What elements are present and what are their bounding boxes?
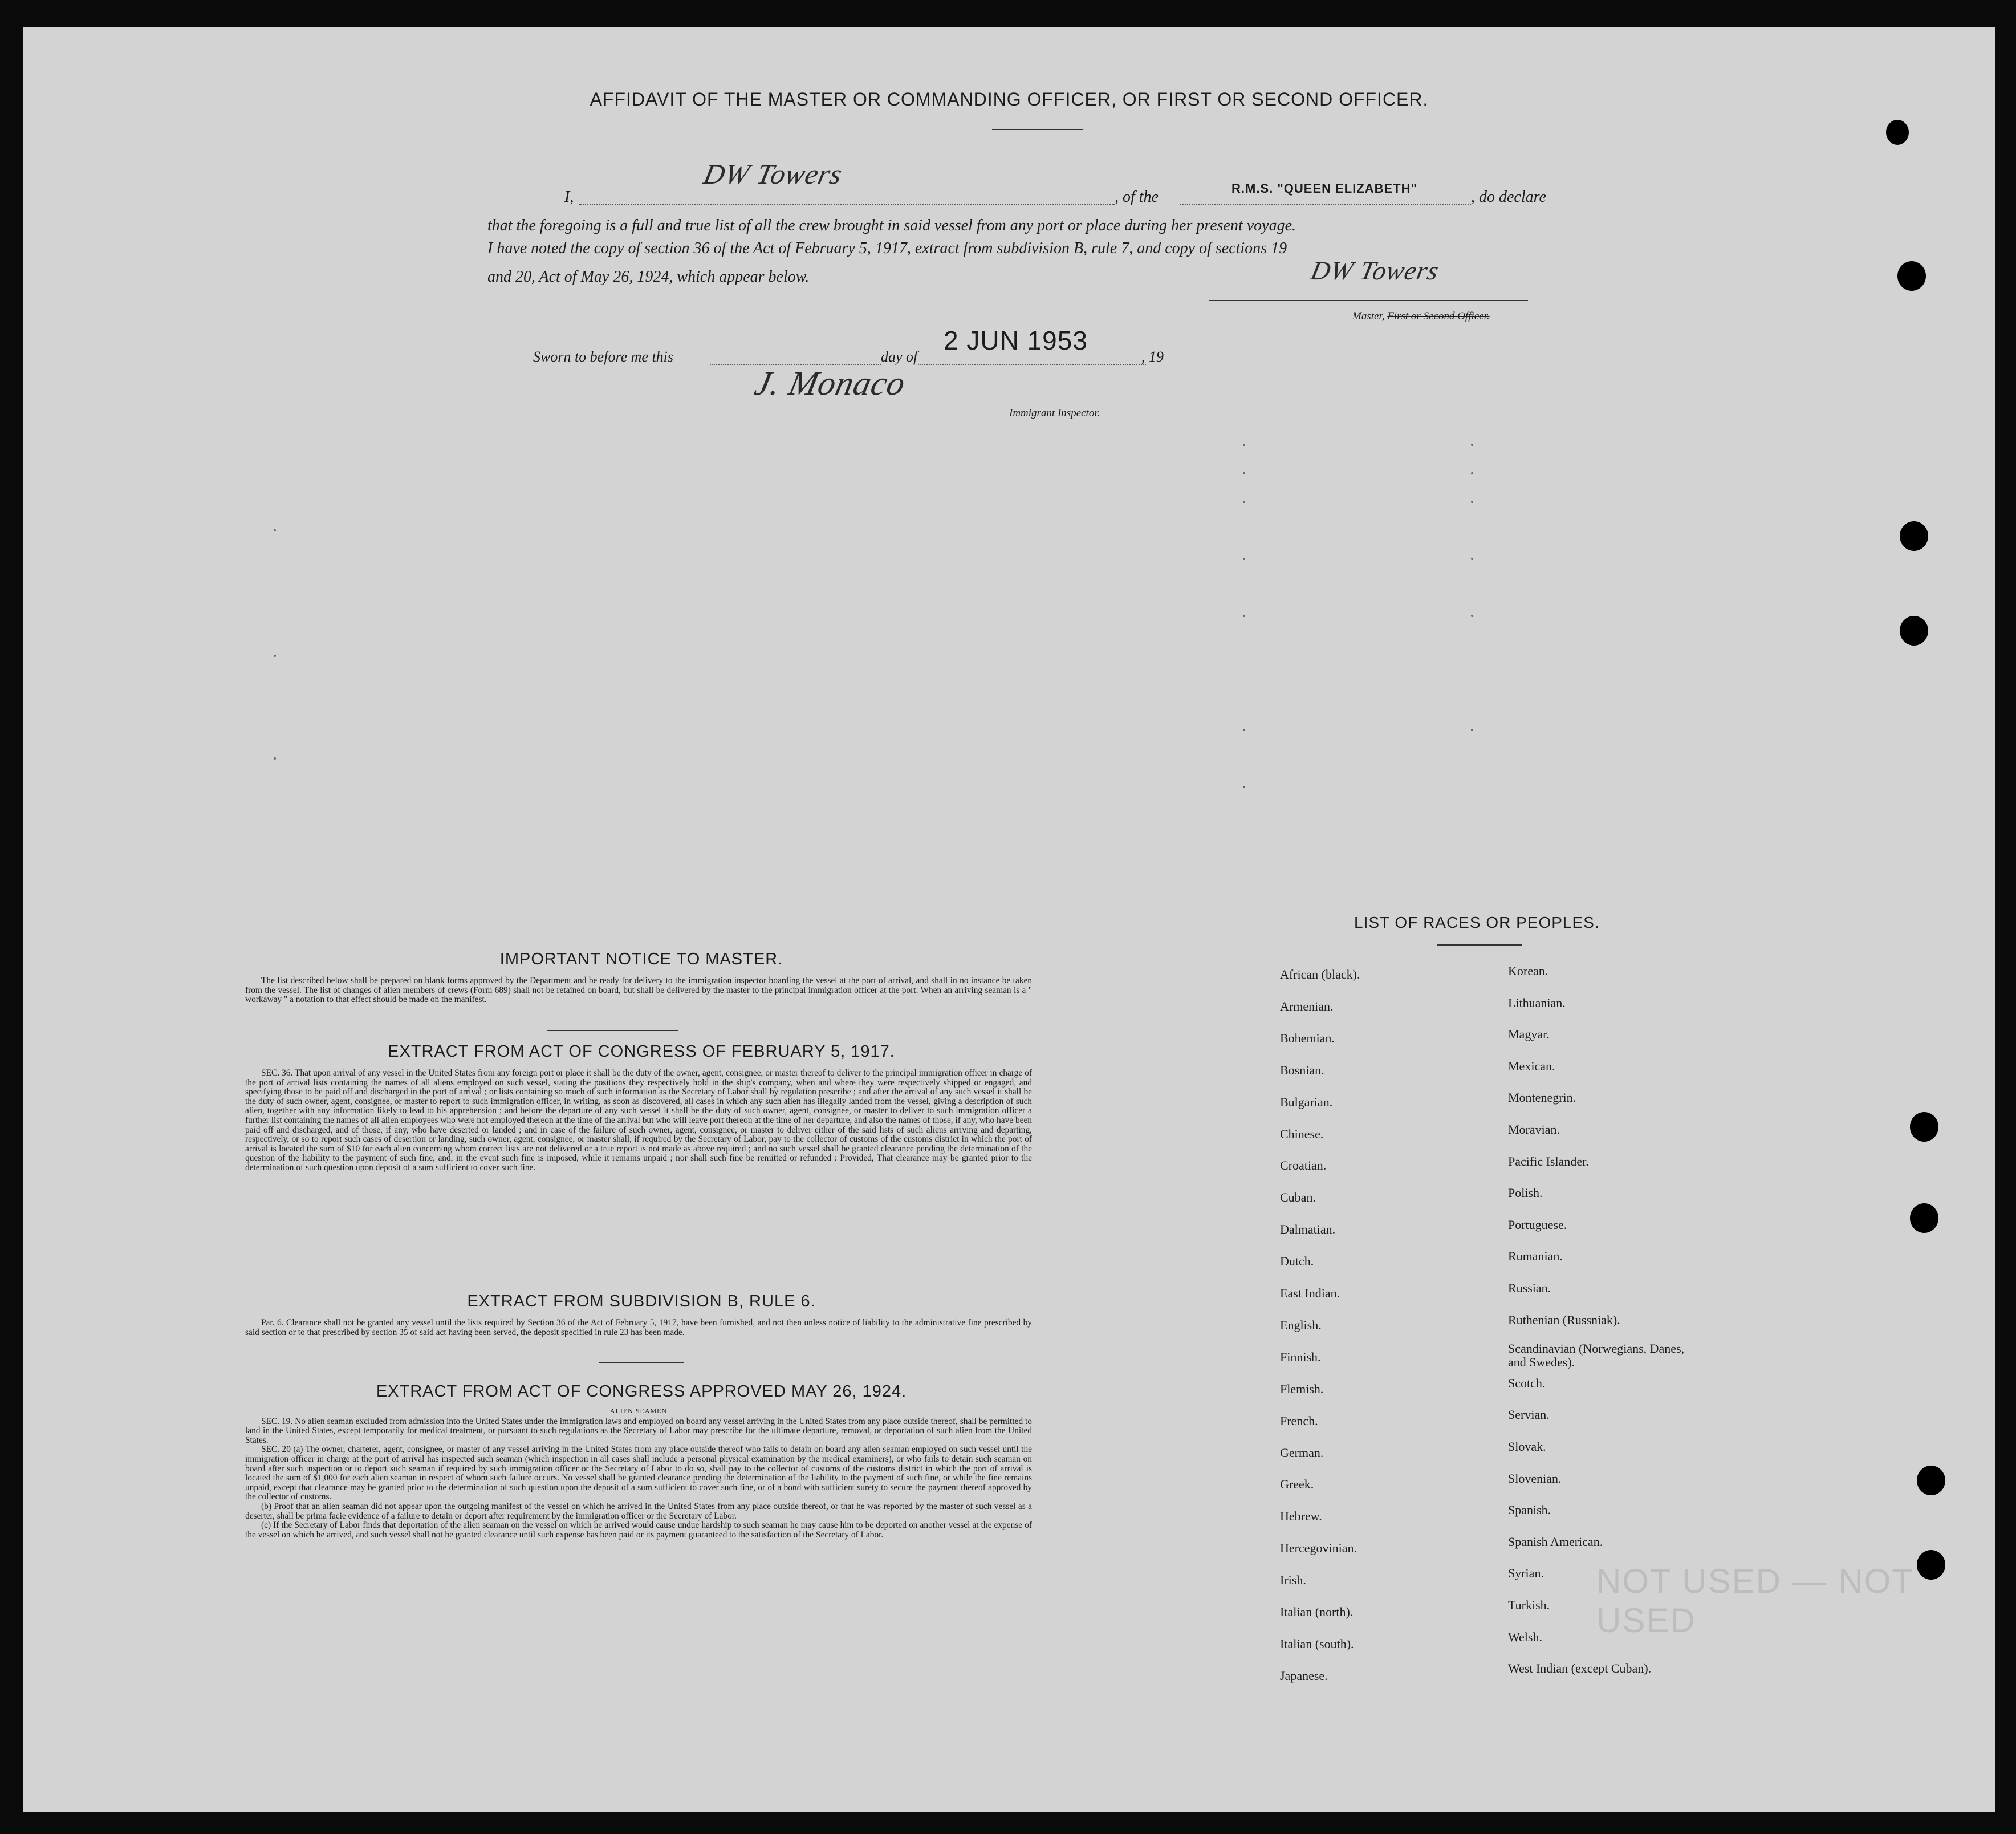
race-item: Hercegovinian. [1280, 1541, 1357, 1556]
race-item: Scotch. [1508, 1376, 1546, 1390]
punch-hole [1910, 1112, 1938, 1142]
race-item: Dalmatian. [1280, 1222, 1336, 1237]
punch-hole [1886, 120, 1909, 145]
show-through-text: NOT USED — NOT USED [1596, 1562, 1913, 1640]
margin-dot [1243, 472, 1245, 474]
notice-paragraph: The list described below shall be prepared on blank forms approved by the Department and be ready for delivery to the immigration inspector boarding the vessel at the port of arrival, and shall in no instance be taken from the vessel. The list of changes of alien members of crews (Form 689) shall not be retained on board, but shall be delivered by the master to the principal immigration officer at the port. When an arriving seaman is a " workaway " a notation to that effect should be made on the manifest. [245, 976, 1032, 1005]
month-fill-line [918, 364, 1146, 365]
notice-heading: IMPORTANT NOTICE TO MASTER. [499, 950, 783, 968]
race-item: Slovak. [1508, 1439, 1546, 1454]
sec20a-paragraph: SEC. 20 (a) The owner, charterer, agent, consignee, or master of any vessel arriving in the United States from any place outside thereof who fails to detain on board any alien seaman employed on such vessel until the immigration officer in charge at the port of arrival has inspected such seaman (which inspection in all cases shall include a personal physical examination by the medical examiners), or who fails to detain such seaman on board after such inspection or to deport such seaman if required by such immigration officer or the Secretary of Labor to do so, shall pay to the collector of customs of the customs district in which the port of arrival is located the sum of $1,000 for each alien seaman in respect of whom such failure occurs. No vessel shall be granted clearance pending the determination of the liability to the payment of such fine, or while the fine remains unpaid, except that clearance may be granted prior to the determination of such question upon the deposit of a sum sufficient to cover such fine, or of a bond with sufficient surety to secure the payment thereof approved by the collector of customs. [245, 1445, 1032, 1502]
race-item: Lithuanian. [1508, 995, 1566, 1010]
alien-seamen-subheading: ALIEN SEAMEN [609, 1407, 668, 1415]
margin-dot [1471, 472, 1473, 474]
sec20c-paragraph: (c) If the Secretary of Labor finds that deportation of the alien seaman on the vessel on which he arrived would cause undue hardship to such seaman he may cause him to be deported on another vessel at the expense of the vessel on which he arrived, and such vessel shall not be granted clearance until such expense has been paid or its payment guaranteed to the satisfaction of the Secretary of Labor. [245, 1520, 1032, 1540]
races-title: LIST OF RACES OR PEOPLES. [1354, 914, 1600, 931]
race-item: Moravian. [1508, 1122, 1560, 1137]
punch-hole [1897, 261, 1926, 291]
race-item: Mexican. [1508, 1058, 1555, 1073]
margin-dot [1243, 729, 1245, 731]
margin-dot [1243, 786, 1245, 788]
race-item: English. [1280, 1317, 1322, 1332]
race-item: Bohemian. [1280, 1030, 1335, 1045]
of-the-label: , of the [1115, 188, 1159, 206]
race-item: Armenian. [1280, 999, 1334, 1013]
inspector-label: Immigrant Inspector. [1009, 407, 1100, 419]
master-signature-2: DW Towers [1308, 256, 1442, 285]
affidavit-line-2: I have noted the copy of section 36 of the Act of February 5, 1917, extract from subdivision B, rule 7, and copy of sections 19 [487, 240, 1287, 257]
race-item: Turkish. [1508, 1598, 1550, 1612]
rule6-text [245, 1318, 1032, 1337]
do-declare-label: , do declare [1471, 188, 1546, 206]
race-item: Flemish. [1280, 1381, 1324, 1396]
margin-dot [1243, 615, 1245, 617]
race-item: Slovenian. [1508, 1471, 1562, 1486]
punch-hole [1900, 521, 1928, 551]
extract-1917-text [245, 1069, 1032, 1173]
punch-hole [1917, 1550, 1945, 1580]
race-item: Croatian. [1280, 1158, 1327, 1173]
race-item: Dutch. [1280, 1254, 1314, 1269]
punch-hole [1900, 616, 1928, 646]
rule6-paragraph: Par. 6. Clearance shall not be granted any vessel until the lists required by Section 36 of the Act of February 5, 1917, have been furnished, and not then unless notice of liability to the administrative fine prescribed by said section or to that prescribed by section 35 of said act having been served, the deposit specified in rule 23 has been made. [245, 1318, 1032, 1337]
extract-1917-heading: EXTRACT FROM ACT OF CONGRESS OF FEBRUARY 5, 1917. [388, 1042, 895, 1061]
section-divider [547, 1030, 678, 1031]
vessel-fill-line [1180, 204, 1471, 205]
master-label-text: Master, [1352, 310, 1385, 322]
race-item: Montenegrin. [1508, 1090, 1576, 1105]
title-divider [992, 129, 1083, 130]
race-item: West Indian (except Cuban). [1508, 1661, 1652, 1676]
race-item: Cuban. [1280, 1190, 1316, 1205]
name-fill-line [579, 204, 1115, 205]
race-item: Pacific Islander. [1508, 1154, 1589, 1168]
race-item: Bulgarian. [1280, 1094, 1333, 1109]
race-item: Magyar. [1508, 1027, 1550, 1042]
master-signature: DW Towers [701, 158, 846, 190]
margin-dot [1471, 501, 1473, 503]
margin-dot [1471, 558, 1473, 560]
notice-text [245, 976, 1032, 1005]
day-of-label: day of [881, 348, 918, 365]
race-item: Bosnian. [1280, 1062, 1324, 1077]
year-suffix: , 19 [1141, 348, 1164, 365]
sec20b-paragraph: (b) Proof that an alien seaman did not appear upon the outgoing manifest of the vessel on which he arrived in the United States from any place outside thereof, or that he was reported by the master of such vessel as a deserter, shall be prima facie evidence of a failure to detain or deport after requirement by the immigration officer or the Secretary of Labor. [245, 1501, 1032, 1521]
races-divider [1437, 944, 1522, 946]
race-item: Irish. [1280, 1573, 1306, 1588]
master-label [1352, 310, 1490, 323]
race-item: Scandinavian (Norwegians, Danes, and Swedes). [1508, 1341, 1685, 1370]
race-item: Rumanian. [1508, 1249, 1563, 1264]
document-page [23, 27, 1995, 1812]
race-item: Chinese. [1280, 1126, 1324, 1141]
race-item: Ruthenian (Russniak). [1508, 1312, 1620, 1327]
race-item: Spanish. [1508, 1503, 1551, 1517]
sec36-paragraph: SEC. 36. That upon arrival of any vessel in the United States from any foreign port or place it shall be the duty of the owner, agent, consignee, or master thereof to deliver to the principal immigration officer in charge of the port of arrival lists containing the names of all aliens employed on such vessel, stating the positions they respectively hold in the ship's company, when and where they were respectively shipped or engaged, and specifying those to be paid off and discharged in the port of arrival ; or lists containing so much of such information as the Secretary of Labor shall by regulation prescribe ; and after the arrival of any such vessel it shall be the duty of such owner, agent, consignee, or master to report to such immigration officer, in writing, as soon as discovered, all cases in which any such alien has illegally landed from the vessel, giving a description of such alien, together with any information likely to lead to his apprehension ; and before the departure of any such vessel it shall be the duty of such owner, agent, consignee, or master to deliver to such immigration officer a further list containing the names of all alien employees who were not employed thereon at the time of the arrival but who will leave port thereon at the time of her departure, and also the names of those, if any, who have been paid off and discharged, and of those, if any, who have deserted or landed ; and in case of the failure of such owner, agent, consignee, or master to deliver either of the said lists of such aliens arriving and departing, respectively, or so to report such cases of desertion or landing, such owner, agent, consignee, or master shall, if required by the Secretary of Labor, pay to the collector of customs of the customs district in which the port of arrival is located the sum of $10 for each alien concerning whom correct lists are not delivered or a true report is not made as above required ; and no such vessel shall be granted clearance pending the determination of the question of the liability to the payment of such fine, and, in the event such fine is imposed, while it remains unpaid ; nor shall such fine be remitted or refunded : Provided, That clearance may be granted prior to the determination of such question upon deposit of a sum sufficient to cover such fine. [245, 1068, 1032, 1172]
margin-dot [274, 655, 276, 657]
race-item: Korean. [1508, 964, 1548, 978]
margin-dot [1243, 444, 1245, 446]
affidavit-line-1: that the foregoing is a full and true list of all the crew brought in said vessel from any port or place during her present voyage. [487, 217, 1296, 234]
section-divider [599, 1362, 684, 1363]
race-item: Japanese. [1280, 1668, 1328, 1683]
race-item: Servian. [1508, 1407, 1550, 1422]
race-item: Greek. [1280, 1477, 1314, 1492]
extract-1924-text [245, 1405, 1032, 1540]
punch-hole [1910, 1203, 1938, 1233]
rule6-heading: EXTRACT FROM SUBDIVISION B, RULE 6. [467, 1292, 816, 1310]
race-item: Italian (south). [1280, 1636, 1354, 1651]
extract-1924-heading: EXTRACT FROM ACT OF CONGRESS APPROVED MAY 26, 1924. [376, 1382, 907, 1401]
sec19-paragraph: SEC. 19. No alien seaman excluded from admission into the United States under the immigration laws and employed on board any vessel arriving in the United States from any place outside thereof, shall be permitted to land in the United States, except temporarily for medical treatment, or pursuant to such regulations as the Secretary of Labor may prescribe for the ultimate departure, removal, or deportation of such alien from the United States. [245, 1416, 1032, 1445]
race-item: Spanish American. [1508, 1534, 1603, 1549]
margin-dot [274, 529, 276, 531]
inspector-signature: J. Monaco [751, 364, 909, 402]
affidavit-title: AFFIDAVIT OF THE MASTER OR COMMANDING OFFICER, OR FIRST OR SECOND OFFICER. [590, 89, 1429, 109]
punch-hole [1917, 1466, 1945, 1495]
race-item: African (black). [1280, 967, 1360, 981]
race-item: Hebrew. [1280, 1509, 1322, 1524]
margin-dot [274, 757, 276, 760]
margin-dot [1243, 558, 1245, 560]
margin-dot [1471, 729, 1473, 731]
race-item: Welsh. [1508, 1629, 1542, 1644]
affidavit-line-3: and 20, Act of May 26, 1924, which appear below. [487, 268, 810, 286]
race-item: German. [1280, 1445, 1324, 1460]
race-item: Syrian. [1508, 1566, 1544, 1581]
margin-dot [1471, 615, 1473, 617]
race-item: French. [1280, 1413, 1318, 1428]
race-item: Finnish. [1280, 1349, 1321, 1364]
margin-dot [1471, 444, 1473, 446]
race-item: Polish. [1508, 1186, 1543, 1200]
master-struck-text: First or Second Officer. [1387, 310, 1490, 322]
race-item: Russian. [1508, 1281, 1551, 1295]
race-item: Italian (north). [1280, 1605, 1354, 1619]
vessel-stamp: R.M.S. "QUEEN ELIZABETH" [1231, 181, 1417, 196]
i-label: I, [564, 188, 574, 206]
master-sign-line [1209, 300, 1528, 301]
race-item: East Indian. [1280, 1286, 1340, 1300]
margin-dot [1243, 501, 1245, 503]
sworn-label: Sworn to before me this [533, 348, 674, 365]
date-stamp: 2 JUN 1953 [944, 326, 1088, 355]
race-item: Portuguese. [1508, 1217, 1567, 1232]
